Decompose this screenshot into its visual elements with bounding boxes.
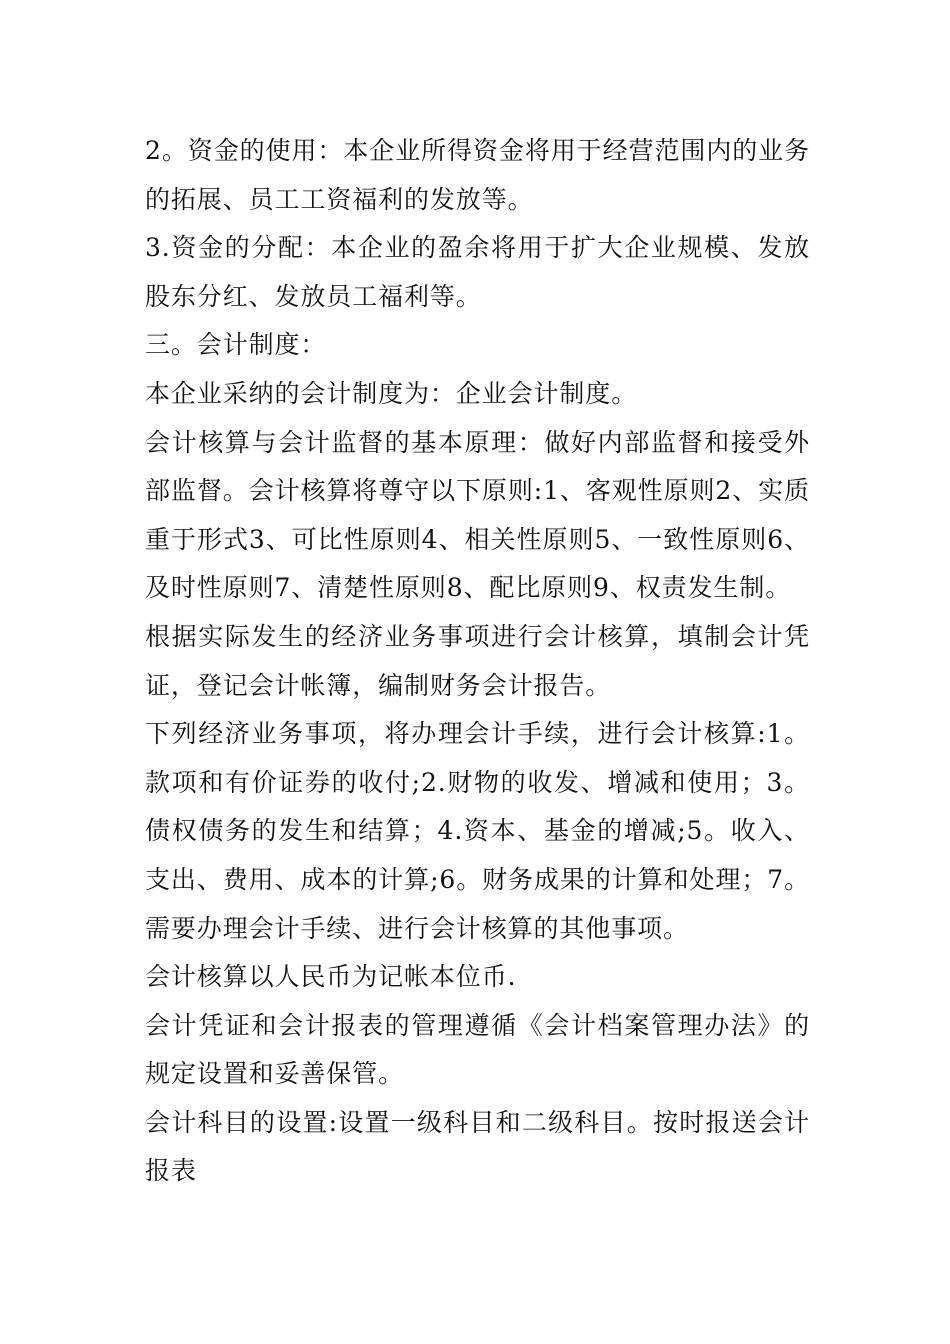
paragraph-accounting-process: 根据实际发生的经济业务事项进行会计核算，填制会计凭证，登记会计帐簿，编制财务会计报告。	[145, 621, 810, 700]
paragraph-currency: 会计核算以人民币为记帐本位币.	[145, 962, 517, 992]
paragraph-accounting-system: 本企业采纳的会计制度为：企业会计制度。	[145, 378, 638, 408]
paragraph-business-items: 下列经济业务事项，将办理会计手续，进行会计核算:1。款项和有价证券的收付;2.财物的收发、增减和使用；3。债权债务的发生和结算；4.资本、基金的增减;5。收入、支出、费用、成本的计算;6。财务成果的计算和处理；7。需要办理会计手续、进行会计核算的其他事项。	[145, 719, 810, 943]
paragraph-fund-distribution: 3.资金的分配：本企业的盈余将用于扩大企业规模、发放股东分红、发放员工福利等。	[145, 233, 810, 311]
paragraph-fund-usage: 2。资金的使用：本企业所得资金将用于经营范围内的业务的拓展、员工工资福利的发放等。	[145, 136, 810, 214]
document-body	[145, 127, 810, 1196]
paragraph-accounting-principles: 会计核算与会计监督的基本原理：做好内部监督和接受外部监督。会计核算将尊守以下原则:1、客观性原则2、实质重于形式3、可比性原则4、相关性原则5、一致性原则6、及时性原则7、清楚性原则8、配比原则9、权责发生制。	[145, 427, 810, 603]
paragraph-account-titles: 会计科目的设置:设置一级科目和二级科目。按时报送会计报表	[145, 1107, 810, 1186]
paragraph-archive-management: 会计凭证和会计报表的管理遵循《会计档案管理办法》的规定设置和妥善保管。	[145, 1010, 810, 1089]
section-heading-accounting-system: 三。会计制度：	[145, 330, 327, 360]
